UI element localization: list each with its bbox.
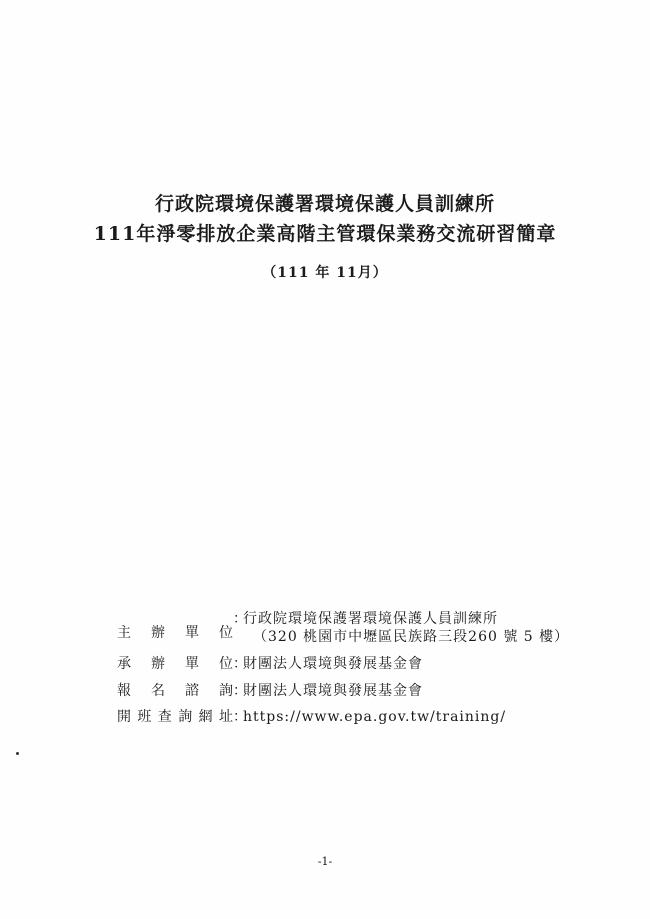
document-title-line-1: 行政院環境保護署環境保護人員訓練所	[154, 193, 495, 215]
host-organizer-value: 行政院環境保護署環境保護人員訓練所	[243, 611, 498, 627]
page-number: -1-	[317, 855, 333, 868]
course-url-label: 開班查詢網址	[117, 709, 233, 725]
host-organizer-label: 主 辦 單 位	[117, 625, 233, 641]
registration-colon: ：	[233, 683, 247, 699]
host-organizer-colon: ：	[233, 611, 247, 627]
co-organizer-row	[117, 655, 423, 673]
registration-value: 財團法人環境與發展基金會	[243, 683, 423, 699]
host-organizer-row	[117, 610, 569, 646]
document-title-line-2: 111年淨零排放企業高階主管環保業務交流研習簡章	[93, 223, 557, 245]
course-url-link[interactable]: https://www.epa.gov.tw/training/	[243, 709, 507, 725]
registration-row	[117, 682, 423, 700]
host-organizer-value-block	[243, 610, 569, 646]
course-url-colon: ：	[233, 709, 247, 725]
co-organizer-colon: ：	[233, 656, 247, 672]
co-organizer-value: 財團法人環境與發展基金會	[243, 656, 423, 672]
course-url-row	[117, 708, 506, 726]
co-organizer-label: 承 辦 單 位	[117, 656, 233, 672]
host-organizer-address: （320 桃園市中壢區民族路三段260 號 5 樓）	[253, 629, 570, 645]
document-date: （111 年 11月）	[262, 265, 388, 281]
scan-speck	[16, 752, 19, 755]
registration-label: 報 名 諮 詢	[117, 683, 233, 699]
